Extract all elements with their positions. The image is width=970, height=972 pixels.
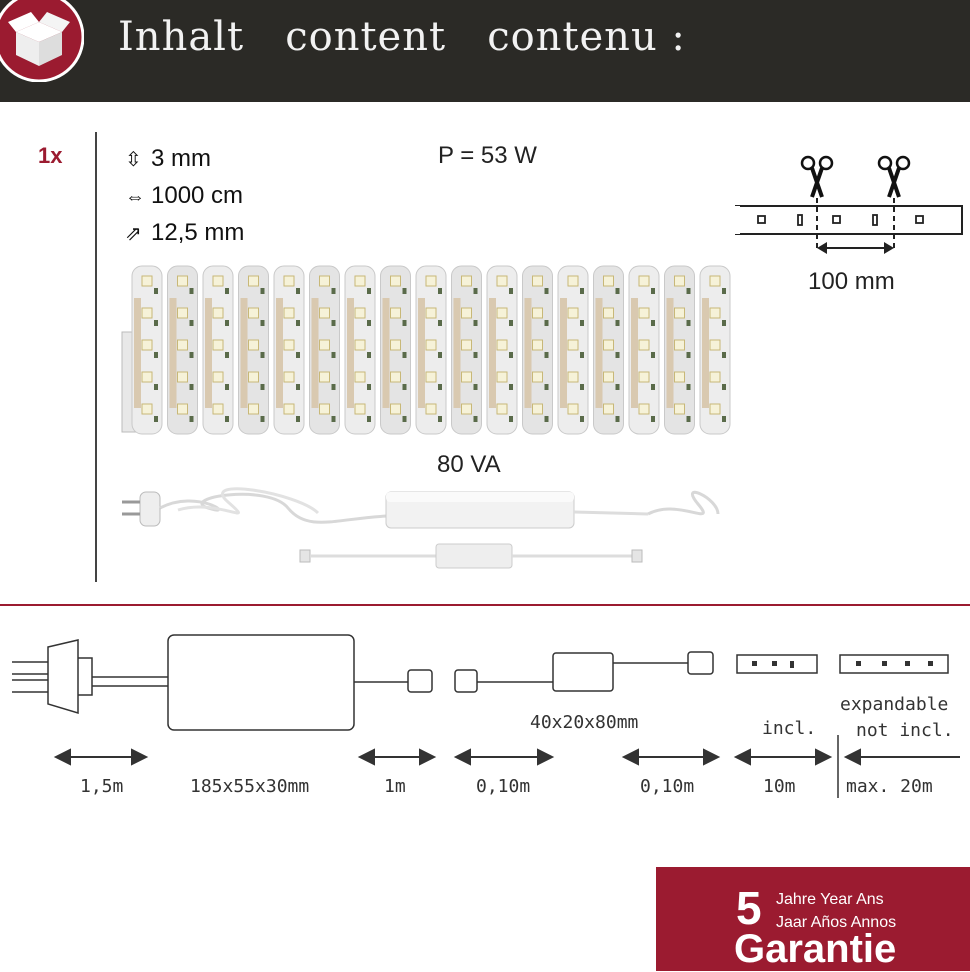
transformer-box — [168, 635, 354, 730]
max-length: max. 20m — [846, 776, 933, 797]
guarantee-word: Garantie — [734, 927, 897, 971]
led-strip-coil-image — [118, 262, 758, 444]
cut-interval-label: 100 mm — [808, 268, 895, 295]
guarantee-line-2: Jaar Años Annos — [776, 914, 897, 931]
plug-icon — [48, 640, 78, 713]
connector-out-length: 0,10m — [640, 776, 695, 797]
not-included-label: not incl. — [856, 720, 954, 741]
strip-length: 10m — [763, 776, 796, 797]
guarantee-years: 5 — [736, 882, 762, 934]
spec-height: ⇳ 3 mm — [125, 145, 211, 172]
width-arrow-icon: ⇗ — [125, 223, 142, 245]
transformer-rating: 80 VA — [437, 451, 501, 478]
quantity-label: 1x — [38, 143, 63, 168]
output-cable-length: 1m — [384, 776, 406, 797]
section-divider — [0, 604, 970, 606]
euro-plug-icon — [122, 492, 160, 526]
length-arrow-icon: ⇔ — [125, 186, 145, 208]
controller-dimensions: 40x20x80mm — [530, 712, 639, 733]
divider-vertical — [95, 132, 97, 582]
plug-cable-length: 1,5m — [80, 776, 124, 797]
spec-length: ⇔ 1000 cm — [125, 182, 244, 209]
spec-width: ⇗ 12,5 mm — [125, 219, 245, 246]
connector-in-length: 0,10m — [476, 776, 531, 797]
power-rating: P = 53 W — [438, 142, 537, 169]
expandable-label: expandable — [840, 694, 949, 715]
scissors-icon — [879, 157, 909, 197]
guarantee-badge — [656, 867, 970, 971]
controller-box — [553, 653, 613, 691]
guarantee-line-1: Jahre Year Ans — [776, 891, 884, 908]
header-bar — [0, 0, 970, 102]
package-box-icon — [0, 0, 84, 82]
height-arrow-icon: ⇳ — [125, 149, 142, 171]
transformer-photo — [118, 478, 728, 578]
transformer-dimensions: 185x55x30mm — [190, 776, 310, 797]
scissors-icon — [802, 157, 832, 197]
included-label: incl. — [762, 718, 817, 739]
header-title: Inhalt content contenu : — [118, 14, 686, 60]
